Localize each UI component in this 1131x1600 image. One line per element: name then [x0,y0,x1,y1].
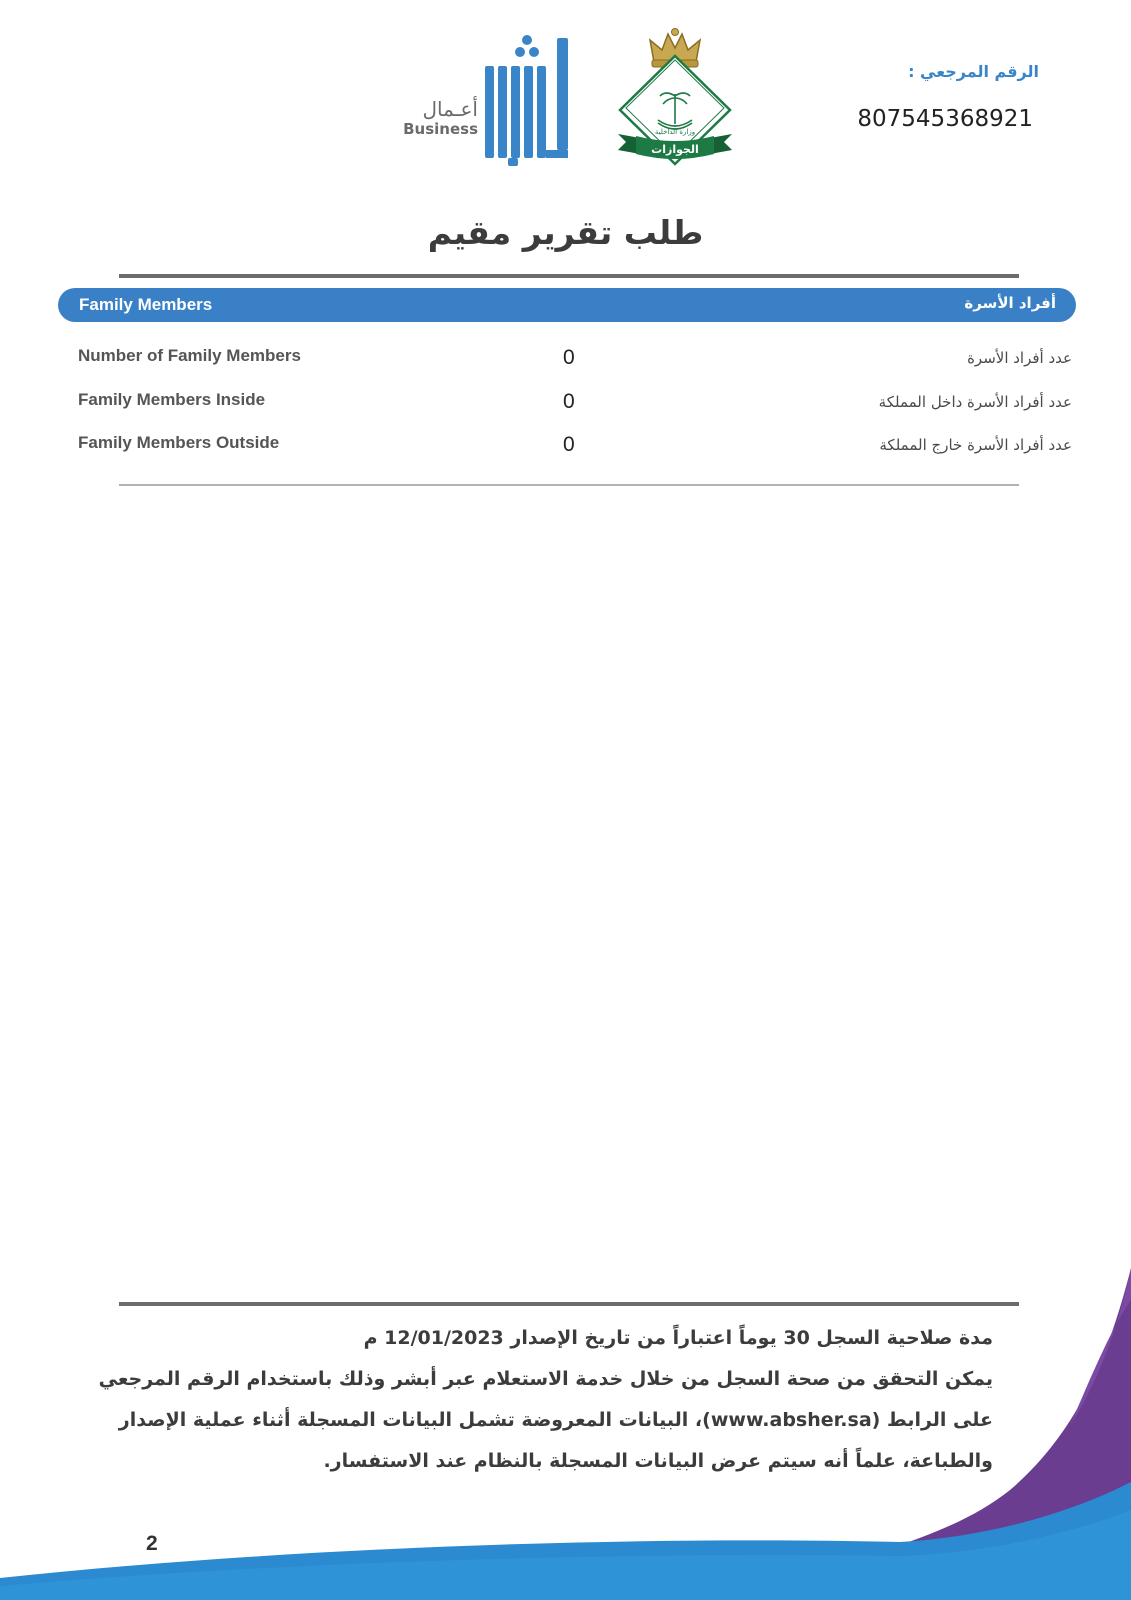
jawazat-banner-text: الجوازات [651,143,699,156]
section-divider [119,484,1019,486]
footer-divider [119,1302,1019,1306]
absher-mark-icon [485,35,568,166]
family-members-section-header [58,288,1076,322]
validity-text: مدة صلاحية السجل 30 يوماً اعتباراً من تاريخ الإصدار [510,1327,993,1349]
link-suffix: ، البيانات المعروضة تشمل البيانات المسجلة أثناء عملية الإصدار [118,1409,703,1431]
row-label-ar: عدد أفراد الأسرة داخل المملكة [878,393,1072,411]
row-value: 0 [563,346,575,369]
footer-disclaimer-line: والطباعة، علماً أنه سيتم عرض البيانات المسجلة بالنظام عند الاستفسار. [323,1450,993,1472]
footer-validity-line [133,1318,993,1359]
section-title-en: Family Members [79,295,213,314]
page-number: 2 [146,1532,158,1555]
row-value: 0 [563,390,575,413]
issue-date: 12/01/2023 [384,1327,504,1349]
row-label-en: Family Members Inside [78,390,266,409]
table-row [58,340,1076,376]
absher-english-word: Business [403,120,478,138]
footer-verification-line: يمكن التحقق من صحة السجل من خلال خدمة الاستعلام عبر أبشر وذلك باستخدام الرقم المرجعي [98,1368,993,1390]
absher-business-logo [400,30,590,166]
page-title: طلب تقرير مقيم [427,213,704,252]
row-label-en: Family Members Outside [78,433,280,452]
jawazat-logo [610,22,740,166]
reference-label: الرقم المرجعي : [908,62,1039,81]
row-label-ar: عدد أفراد الأسرة خارج المملكة [879,436,1072,454]
title-divider [119,274,1019,278]
footer-link-line [118,1400,993,1441]
reference-number: 807545368921 [857,106,1033,132]
link-prefix: على الرابط [886,1409,993,1431]
section-title-ar: أفراد الأسرة [964,294,1056,312]
table-row [58,384,1076,420]
row-label-en: Number of Family Members [78,346,301,365]
absher-link[interactable]: (www.absher.sa) [702,1409,881,1431]
absher-arabic-word: أعـمال [422,97,478,121]
date-suffix: م [363,1327,378,1349]
row-value: 0 [563,433,575,456]
row-label-ar: عدد أفراد الأسرة [967,349,1072,367]
ministry-text: وزارة الداخلية [654,128,696,136]
table-row [58,427,1076,463]
footer-notice [98,1318,993,1482]
